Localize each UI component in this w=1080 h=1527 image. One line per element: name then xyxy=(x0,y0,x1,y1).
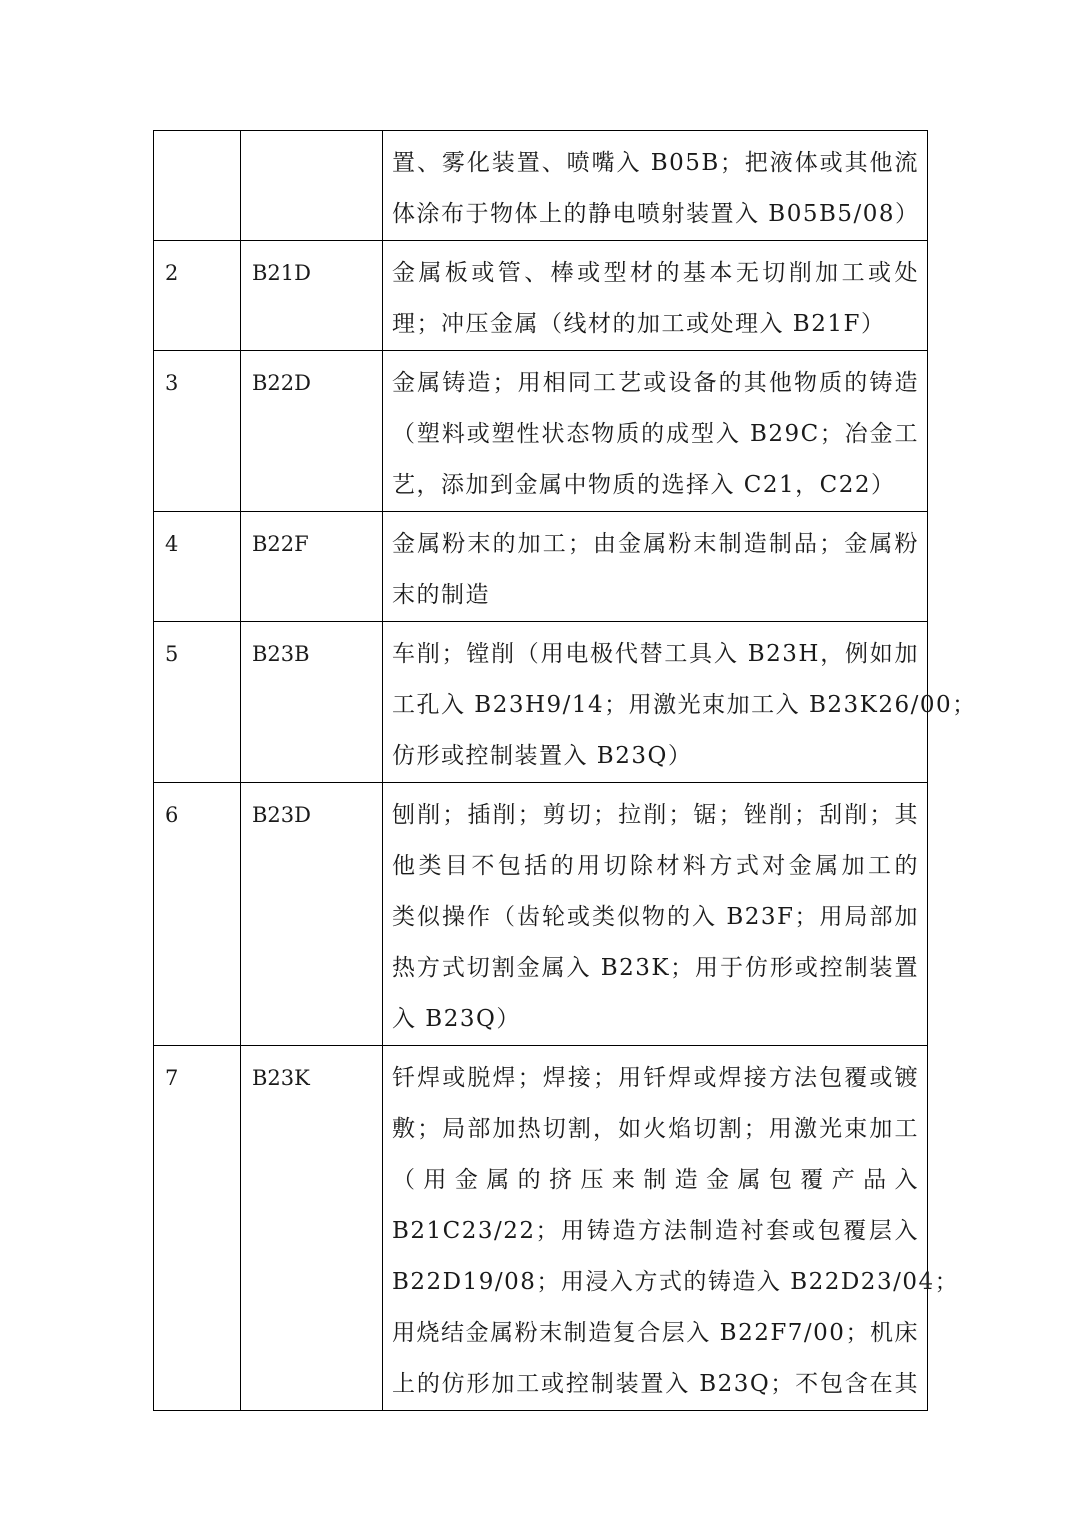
description-line: 仿形或控制装置入 B23Q） xyxy=(392,743,693,769)
class-code: B23K xyxy=(241,1046,383,1411)
description-line: 体涂布于物体上的静电喷射装置入 B05B5/08） xyxy=(392,201,920,227)
description-line: 他类目不包括的用切除材料方式对金属加工的 xyxy=(392,853,919,879)
row-number: 6 xyxy=(154,783,241,1046)
class-code: B23B xyxy=(241,622,383,783)
classification-table xyxy=(153,130,977,1411)
row-number: 3 xyxy=(154,351,241,512)
description-line: B21C23/22；用铸造方法制造衬套或包覆层入 xyxy=(392,1218,919,1244)
class-description xyxy=(383,512,928,622)
row-number: 5 xyxy=(154,622,241,783)
class-code: B22D xyxy=(241,351,383,512)
description-line: 入 B23Q） xyxy=(392,1006,521,1032)
row-number xyxy=(154,131,241,241)
table-row xyxy=(154,622,928,783)
description-line: 刨削；插削；剪切；拉削；锯；锉削；刮削；其 xyxy=(392,802,919,828)
class-description xyxy=(383,131,928,241)
description-line: 理；冲压金属（线材的加工或处理入 B21F） xyxy=(392,311,886,337)
description-line: B22D19/08；用浸入方式的铸造入 B22D23/04； xyxy=(392,1269,960,1295)
description-line: 艺，添加到金属中物质的选择入 C21，C22） xyxy=(392,472,896,498)
row-number: 7 xyxy=(154,1046,241,1411)
table-row xyxy=(154,512,928,622)
table-row xyxy=(154,1046,928,1411)
description-line: 钎焊或脱焊；焊接；用钎焊或焊接方法包覆或镀 xyxy=(392,1065,919,1091)
description-line: 金属粉末的加工；由金属粉末制造制品；金属粉 xyxy=(392,531,919,557)
table-body xyxy=(154,131,977,1411)
description-line: （塑料或塑性状态物质的成型入 B29C；冶金工 xyxy=(392,421,919,447)
table-row xyxy=(154,131,928,241)
row-number: 2 xyxy=(154,241,241,351)
class-code: B21D xyxy=(241,241,383,351)
table-row xyxy=(154,783,928,1046)
description-line: 车削；镗削（用电极代替工具入 B23H，例如加 xyxy=(392,641,919,667)
class-code: B22F xyxy=(241,512,383,622)
description-line: 末的制造 xyxy=(392,582,490,608)
table-row xyxy=(154,351,928,512)
description-line: 用烧结金属粉末制造复合层入 B22F7/00；机床 xyxy=(392,1320,919,1346)
description-line: 敷；局部加热切割，如火焰切割；用激光束加工 xyxy=(392,1116,919,1142)
description-line: 上的仿形加工或控制装置入 B23Q；不包含在其 xyxy=(392,1371,919,1397)
class-description xyxy=(383,1046,960,1411)
description-line: 热方式切割金属入 B23K；用于仿形或控制装置 xyxy=(392,955,919,981)
description-line: 类似操作（齿轮或类似物的入 B23F；用局部加 xyxy=(392,904,919,930)
row-number: 4 xyxy=(154,512,241,622)
class-description xyxy=(383,351,928,512)
class-code: B23D xyxy=(241,783,383,1046)
class-description xyxy=(383,783,928,1046)
description-line: （用金属的挤压来制造金属包覆产品入 xyxy=(392,1167,919,1193)
description-line: 金属铸造；用相同工艺或设备的其他物质的铸造 xyxy=(392,370,919,396)
class-description xyxy=(383,241,928,351)
description-line: 置、雾化装置、喷嘴入 B05B；把液体或其他流 xyxy=(392,150,919,176)
table-row xyxy=(154,241,928,351)
description-line: 金属板或管、棒或型材的基本无切削加工或处 xyxy=(392,260,919,286)
class-description xyxy=(383,622,977,783)
class-code xyxy=(241,131,383,241)
description-line: 工孔入 B23H9/14；用激光束加工入 B23K26/00； xyxy=(392,692,977,718)
